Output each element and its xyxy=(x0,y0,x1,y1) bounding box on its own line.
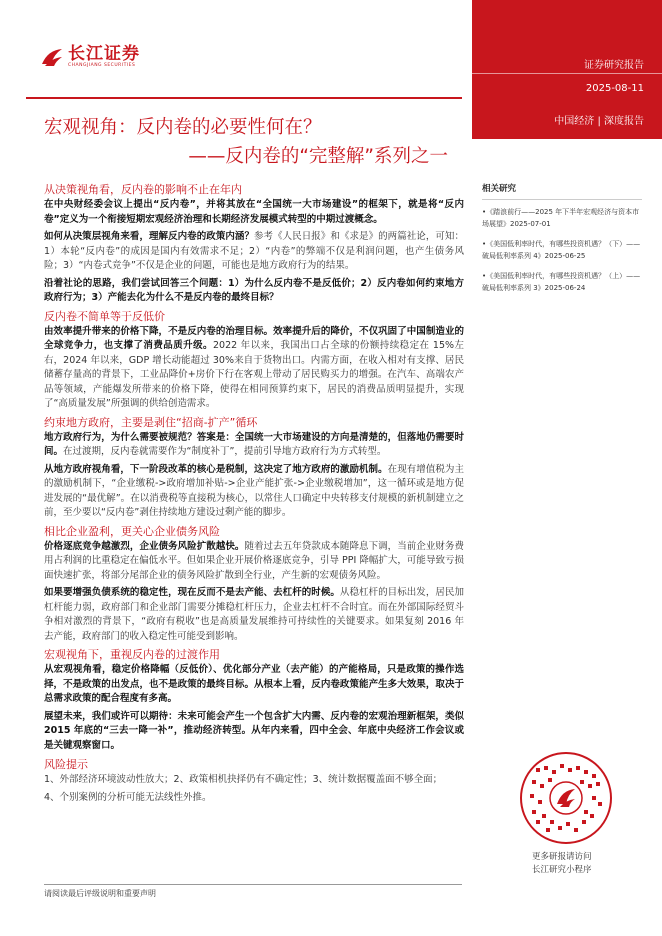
qr-caption-2: 长江研究小程序 xyxy=(532,865,592,875)
footer-divider xyxy=(44,884,462,885)
header-divider xyxy=(26,97,462,99)
logo-cn: 长江证券 xyxy=(68,44,140,64)
related-item[interactable]: •《美国低利率时代，有哪些投资机遇？（上）——破局低利率系列 3》2025-06-24 xyxy=(482,271,641,292)
header-band xyxy=(472,0,662,139)
company-logo xyxy=(40,45,140,69)
section-heading: 相比企业盈利，更关心企业债务风险 xyxy=(44,524,220,538)
paragraph: 展望未来，我们或许可以期待：未来可能会产生一个包含扩大内需、反内卷的宏观治理新框架，类似 2015 年底的“三去一降一补”，推动经济转型。从年内来看，四中全会、年底中央经济工作会议或是关键观察窗口。 xyxy=(44,710,464,751)
paragraph: 从宏观视角看，稳定价格降幅（反低价）、优化部分产业（去产能）的产能格局，只是政策的操作选择，不是政策的出发点，也不是政策的最终目标。从根本上看，反内卷政策能产生多大效果，取决于总需求政策的配合程度有多高。 xyxy=(44,664,464,704)
page-title: 宏观视角：反内卷的必要性何在？ xyxy=(44,117,322,138)
qr-code[interactable] xyxy=(520,752,612,844)
paragraph: 如果要增强负债系统的稳定性，现在反而不是去产能、去杠杆的时候。从稳杠杆的目标出发，居民加杠杆能力弱，政府部门和企业部门需要分摊稳杠杆压力，企业去杠杆不合时宜。而在外部国际经贸斗争相对激烈的背景下，“政府有税收”也是高质量发展维持可持续性的关键要求。如果复刻 2016 年去产能，政府部门的收入稳定性可能受到影响。 xyxy=(44,587,464,642)
report-date: 2025-08-11 xyxy=(585,83,644,94)
main-content xyxy=(44,179,464,808)
qr-caption-1: 更多研报请访问 xyxy=(532,852,592,862)
paragraph: 从地方政府视角看，下一阶段改革的核心是税制，这决定了地方政府的激励机制。在现有增值税为主的激励机制下，“企业缴税->政府增加补贴->企业产能扩张->企业缴税增加”，这一循环或是地方促进发展的“最优解”。在以消费税等直接税为核心，以常住人口确定中央转移支付规模的新机制建立之前，至少要以“反内卷”剥住持续地方建设过剩产能的脚步。 xyxy=(44,463,464,518)
paragraph: 地方政府行为，为什么需要被规范？答案是：全国统一大市场建设的方向是清楚的，但落地仍需要时间。在过渡期，反内卷就需要作为“制度补丁”，提前引导地方政府行为方式转型。 xyxy=(44,431,464,457)
section-heading: 反内卷不简单等于反低价 xyxy=(44,309,165,323)
section-2 xyxy=(44,309,464,412)
related-item[interactable]: •《美国低利率时代，有哪些投资机遇？（下）——破局低利率系列 4》2025-06-25 xyxy=(482,239,641,260)
related-research xyxy=(482,183,642,302)
paragraph: 如何从决策层视角来看，理解反内卷的政策内涵？参考《人民日报》和《求是》的两篇社论，可知：1）本轮“反内卷”的成因是国内有效需求不足；2）“内卷”的弊端不仅是利润问题，也产生债务风险；3）“内卷式竞争”不仅是企业的问题，可能也是地方政府行为的结果。 xyxy=(44,231,464,271)
logo-en: CHANGJIANG SECURITIES xyxy=(68,63,136,68)
logo-mark-icon xyxy=(40,46,64,68)
paragraph: 在中央财经委会议上提出“反内卷”，并将其放在“全国统一大市场建设”的框架下，就是将“反内卷”定义为一个衔接短期宏观经济治理和长期经济发展模式转型的中期过渡概念。 xyxy=(44,199,464,225)
report-type: 证券研究报告 xyxy=(584,60,644,71)
section-heading: 宏观视角下，重视反内卷的过渡作用 xyxy=(44,648,220,661)
page-subtitle: ——反内卷的“完整解”系列之一 xyxy=(188,146,448,167)
section-5 xyxy=(44,647,464,753)
risk-text: 4、个别案例的分析可能无法线性外推。 xyxy=(44,791,212,803)
band-divider xyxy=(472,73,662,74)
risk-section xyxy=(44,757,464,805)
report-tags: 中国经济 | 深度报告 xyxy=(554,116,644,127)
footer-note: 请阅读最后评级说明和重要声明 xyxy=(44,889,156,898)
related-heading: 相关研究 xyxy=(482,183,642,200)
section-1 xyxy=(44,182,464,306)
paragraph: 沿着社论的思路，我们尝试回答三个问题：1）为什么反内卷不是反低价；2）反内卷如何约束地方政府行为；3）产能去化为什么不是反内卷的最终目标？ xyxy=(44,277,464,303)
risk-heading: 风险提示 xyxy=(44,758,88,771)
risk-text: 1、外部经济环境波动性放大；2、政策相机抉择仍有不确定性；3、统计数据覆盖面不够全面； xyxy=(44,774,443,785)
section-heading: 从决策视角看，反内卷的影响不止在年内 xyxy=(44,183,242,196)
related-item[interactable]: •《踏浪前行——2025 年下半年宏观经济与资本市场展望》2025-07-01 xyxy=(482,207,640,228)
section-heading: 约束地方政府，主要是剥住“招商-扩产”循环 xyxy=(44,415,258,429)
paragraph: 价格逐底竞争越激烈，企业债务风险扩散越快。随着过去五年贷款成本随降息下调，当前企业财务费用占利润的比重稳定在偏低水平。但如果企业开展价格逐底竞争，引导 PPI 降幅扩大，可能导致亏损面快速扩张，将部分尾部企业的债务风险扩散到全行业，产生新的宏观债务风险。 xyxy=(44,540,464,581)
section-3 xyxy=(44,415,464,521)
qr-code-icon xyxy=(522,754,610,842)
section-4 xyxy=(44,524,464,645)
paragraph: 由效率提升带来的价格下降，不是反内卷的治理目标。效率提升后的降价，不仅巩固了中国制造业的全球竞争力，也支撑了消费品质升级。2022 年以来，我国出口占全球的份额持续稳定在 15%左右，2024 年以来，GDP 增长动能超过 30%来自于货物出口。内需方面，在收入相对有支撑、居民储蓄存量高的背景下，工业品降价+房价下行在客观上带动了居民购买力的增强。在汽车、高端农产品等领域，产能爆发所带来的价格下降，使得在相同预算约束下，居民的消费品质明显提升，实现了“高质量发展”所强调的供给创造需求。 xyxy=(44,325,464,409)
